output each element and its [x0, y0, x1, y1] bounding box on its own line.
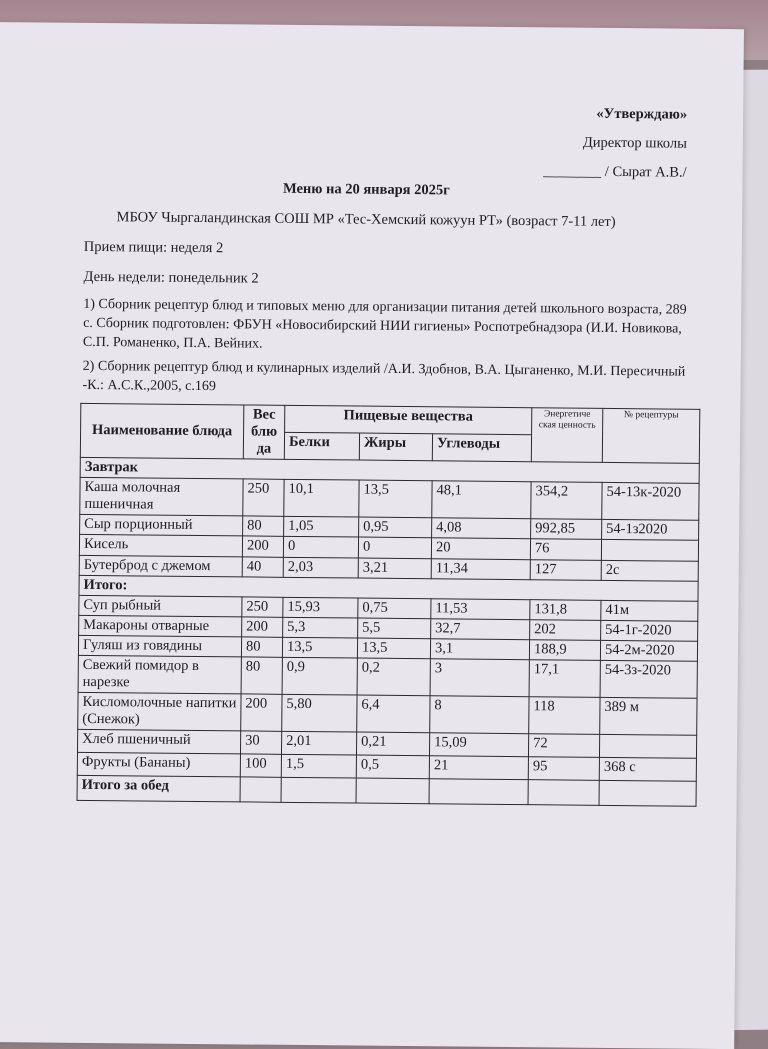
cell-weight: 80: [241, 657, 282, 694]
cell-fat: 0,95: [359, 517, 432, 538]
cell-dish: Суп рыбный: [79, 595, 242, 617]
document-page: [0, 22, 744, 1049]
cell-weight: 200: [242, 536, 283, 557]
cell-protein: 0,9: [282, 657, 357, 695]
cell-energy: 17,1: [529, 660, 600, 698]
cell-protein: 1,5: [281, 754, 356, 778]
cell-energy: 127: [530, 560, 601, 581]
header-recipe: № рецептуры: [602, 408, 700, 463]
cell-carbs: 32,7: [431, 619, 530, 640]
cell-protein: 10,1: [284, 479, 359, 517]
cell-weight: 100: [240, 754, 281, 777]
cell-dish: Кисель: [79, 534, 242, 557]
cell-recipe: 2с: [601, 560, 698, 581]
header-row-1: [81, 403, 700, 436]
section-breakfast: Завтрак: [80, 457, 699, 483]
cell-recipe: 54-13к-2020: [602, 482, 699, 520]
cell-recipe: [599, 734, 696, 758]
cell-dish: Каша молочная пшеничная: [80, 477, 243, 516]
cell-weight: 80: [241, 637, 282, 657]
cell-energy: 72: [528, 734, 599, 758]
header-carbs: Углеводы: [432, 434, 531, 462]
cell-carbs: 4,08: [432, 518, 531, 539]
header-nutrients: Пищевые вещества: [285, 405, 532, 434]
cell-fat: 13,5: [357, 638, 430, 659]
menu-title: Меню на 20 января 2025г: [282, 180, 450, 199]
cell-weight: 250: [243, 479, 284, 516]
approve-label: «Утверждаю»: [596, 105, 688, 123]
cell-weight: 250: [242, 597, 283, 617]
table-row: [80, 477, 699, 520]
cell-fat: 0,2: [357, 658, 430, 696]
cell-dish: Свежий помидор в нарезке: [78, 655, 241, 694]
cell-dish: Гуляш из говядины: [78, 635, 241, 657]
section-total: Итого:: [79, 575, 698, 601]
cell-empty: [528, 780, 599, 806]
cell-carbs: 8: [430, 696, 529, 734]
cell-recipe: 389 м: [600, 697, 697, 735]
cell-recipe: [601, 539, 698, 561]
cell-energy: 95: [528, 757, 599, 781]
cell-recipe: 54-1з2020: [602, 519, 699, 540]
cell-energy: 118: [529, 697, 600, 735]
source-1: 1) Сборник рецептур блюд и типовых меню для организации питания детей школьного возраста, 289 с. Сборник подготовлен: ФБУН «Новосибирский НИИ гигиены» Роспотребнадзора (И.И. Новикова, С.П. Романенко, П.А. Вейних.: [82, 296, 687, 352]
cell-energy: 188,9: [529, 640, 600, 661]
cell-protein: 13,5: [282, 637, 357, 658]
cell-empty: [429, 779, 528, 805]
cell-empty: [599, 780, 696, 806]
cell-energy: 202: [530, 620, 601, 641]
cell-empty: [240, 777, 281, 802]
cell-carbs: 3,1: [430, 639, 529, 660]
cell-carbs: 48,1: [432, 481, 531, 519]
meal-week: Прием пищи: неделя 2: [83, 238, 224, 257]
cell-dish: Сыр порционный: [80, 514, 243, 536]
cell-fat: 0,75: [358, 598, 431, 619]
cell-fat: 5,5: [358, 618, 431, 639]
cell-carbs: 15,09: [429, 733, 528, 757]
cell-carbs: 21: [429, 756, 528, 780]
approval-block: [543, 99, 687, 187]
cell-energy: 131,8: [530, 600, 601, 621]
source-2: 2) Сборник рецептур блюд и кулинарных изделий /А.И. Здобнов, В.А. Цыганенко, М.И. Пересичный -К.: А.С.К.,2005, с.169: [82, 358, 686, 395]
cell-dish: Кисломолочные напитки (Снежок): [78, 692, 241, 731]
header-weight: Вес блю да: [243, 405, 285, 459]
header-energy: Энергетиче ская ценность: [531, 408, 603, 463]
cell-carbs: 3: [430, 659, 529, 697]
table-row: [78, 655, 697, 698]
cell-weight: 80: [243, 516, 284, 536]
director-position: Директор школы: [582, 134, 687, 152]
cell-protein: 5,80: [282, 694, 357, 732]
header-dish: Наименование блюда: [80, 403, 244, 459]
cell-protein: 5,3: [283, 617, 358, 638]
cell-carbs: 11,34: [431, 559, 530, 580]
director-signature: ________ / Сырат А.В./: [543, 163, 687, 181]
cell-empty: [356, 778, 429, 804]
cell-carbs: 11,53: [431, 599, 530, 620]
cell-weight: 200: [242, 617, 283, 637]
cell-energy: 354,2: [531, 482, 602, 520]
lunch-total-row: [77, 775, 696, 806]
cell-weight: 200: [241, 694, 282, 731]
lunch-total-label: Итого за обед: [77, 775, 240, 802]
cell-recipe: 54-3з-2020: [600, 660, 697, 698]
cell-recipe: 54-1г-2020: [601, 620, 698, 641]
school-name: МБОУ Чыргаландинская СОШ МР «Тес-Хемский кожуун РТ» (возраст 7-11 лет): [116, 209, 616, 230]
table-row: [78, 692, 697, 735]
cell-carbs: 20: [431, 538, 530, 560]
cell-recipe: 41м: [601, 600, 698, 621]
cell-fat: 6,4: [357, 695, 430, 733]
cell-protein: 1,05: [284, 516, 359, 537]
header-fat: Жиры: [359, 433, 432, 461]
cell-protein: 15,93: [283, 597, 358, 618]
cell-recipe: 368 с: [599, 757, 696, 781]
cell-protein: 0: [283, 536, 358, 558]
cell-dish: Фрукты (Бананы): [77, 752, 240, 777]
weekday: День недели: понедельник 2: [83, 268, 259, 287]
cell-energy: 992,85: [531, 519, 602, 540]
cell-dish: Макароны отварные: [79, 615, 242, 637]
cell-fat: 13,5: [359, 480, 432, 518]
cell-protein: 2,03: [283, 557, 358, 578]
menu-table: [77, 403, 701, 807]
cell-empty: [281, 777, 356, 803]
cell-dish: Хлеб пшеничный: [77, 729, 240, 754]
cell-weight: 40: [242, 557, 283, 577]
cell-weight: 30: [240, 731, 281, 754]
cell-energy: 76: [530, 539, 601, 561]
header-protein: Белки: [284, 432, 359, 460]
cell-recipe: 54-2м-2020: [600, 640, 697, 661]
cell-dish: Бутерброд с джемом: [79, 555, 242, 577]
cell-fat: 3,21: [358, 558, 431, 579]
cell-fat: 0: [358, 537, 431, 559]
cell-fat: 0,5: [356, 755, 429, 779]
cell-protein: 2,01: [281, 731, 356, 755]
cell-fat: 0,21: [356, 732, 429, 756]
